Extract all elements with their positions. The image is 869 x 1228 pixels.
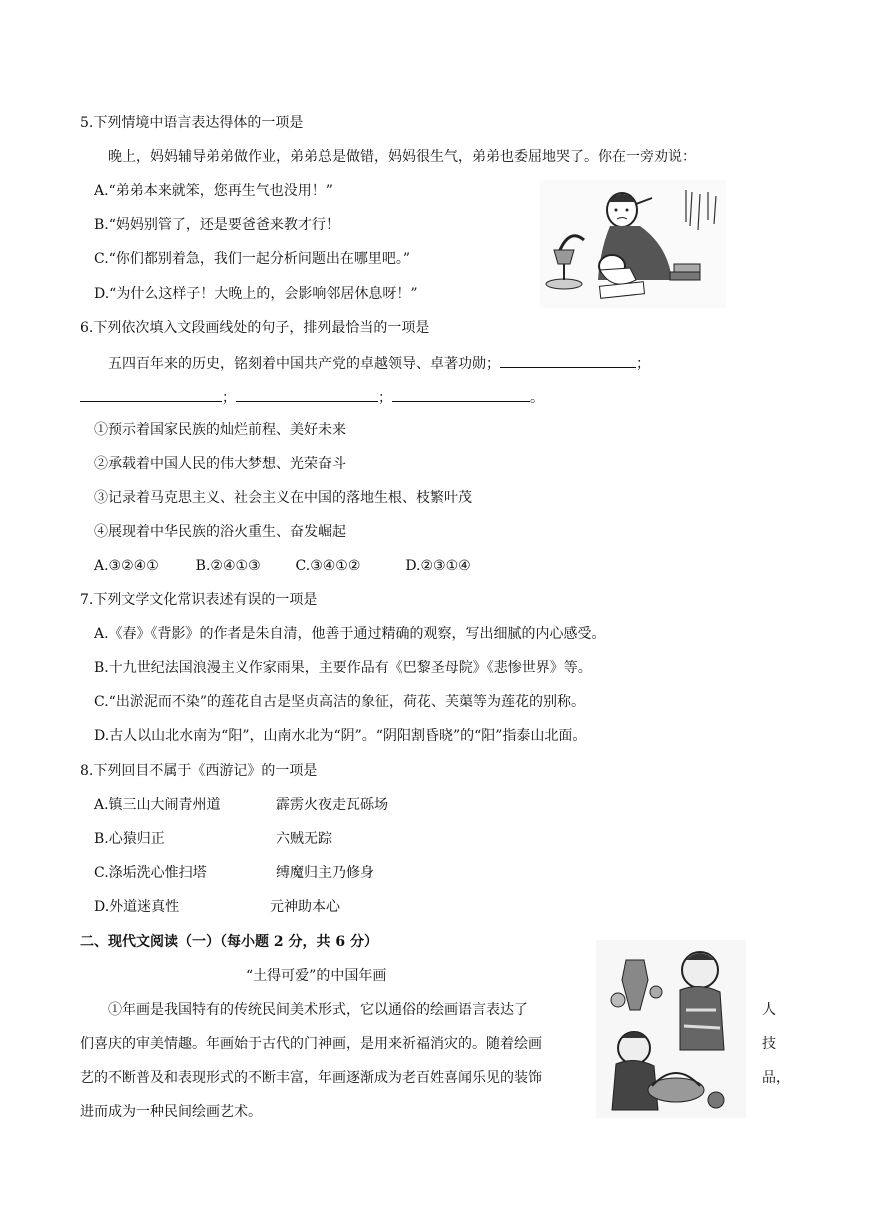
q7-option-b: B.十九世纪法国浪漫主义作家雨果，主要作品有《巴黎圣母院》《悲惨世界》等。 <box>94 660 592 676</box>
q6-item-4: ④展现着中华民族的浴火重生、奋发崛起 <box>94 524 346 540</box>
q8-option-c-second: 缚魔归主乃修身 <box>276 865 374 881</box>
q7-option-a: A.《春》《背影》的作者是朱自清，他善于通过精确的观察，写出细腻的内心感受。 <box>94 626 606 642</box>
q6-separator: ； <box>222 390 236 406</box>
q5-context: 晚上，妈妈辅导弟弟做作业，弟弟总是做错，妈妈很生气，弟弟也委屈地哭了。你在一旁劝说： <box>108 149 696 165</box>
paragraph-line: 进而成为一种民间绘画艺术。 <box>80 1104 262 1120</box>
q5-option-d: D.“为什么这样子！大晚上的，会影响邻居休息呀！” <box>94 286 418 302</box>
q6-option-a: A.③②④① <box>94 558 159 574</box>
section-heading: 二、现代文阅读（一）（每小题 2 分，共 6 分） <box>80 934 378 950</box>
q8-option-a-second: 霹雳火夜走瓦砾场 <box>276 797 388 813</box>
q6-option-b: B.②④①③ <box>195 558 261 574</box>
q8-stem: 8.下列回目不属于《西游记》的一项是 <box>80 763 318 779</box>
fill-blank-1[interactable] <box>500 353 636 368</box>
paragraph-line-end: 人 <box>762 1002 776 1018</box>
q5-option-a: A.“弟弟本来就笨，您再生气也没用！” <box>94 183 333 199</box>
q7-option-c: C.“出淤泥而不染”的莲花自古是坚贞高洁的象征，荷花、芙蕖等为莲花的别称。 <box>94 694 585 710</box>
paragraph-line: 们喜庆的审美情趣。年画始于古代的门神画，是用来祈福消灾的。随着绘画 <box>80 1036 542 1052</box>
q6-separator: ； <box>636 356 650 372</box>
q8-option-d-first: D.外道迷真性 <box>94 899 180 915</box>
q6-item-2: ②承载着中国人民的伟大梦想、光荣奋斗 <box>94 456 346 472</box>
fill-blank-2[interactable] <box>80 387 222 402</box>
q6-option-c: C.③④①② <box>295 558 361 574</box>
q8-option-b-second: 六贼无踪 <box>276 831 332 847</box>
article-title: “土得可爱”的中国年画 <box>246 968 387 984</box>
new-year-picture-illustration <box>596 940 746 1118</box>
q6-passage-line1 <box>108 353 650 374</box>
q8-option-c-first: C.涤垢洗心惟扫塔 <box>94 865 207 881</box>
q6-passage-start: 五四百年来的历史，铭刻着中国共产党的卓越领导、卓著功勋； <box>108 356 500 372</box>
q5-option-c: C.“你们都别着急，我们一起分析问题出在哪里吧。” <box>94 251 410 267</box>
paragraph-line: ①年画是我国特有的传统民间美术形式，它以通俗的绘画语言表达了 <box>108 1002 528 1018</box>
paragraph-line-end: 技 <box>762 1036 776 1052</box>
q6-option-d: D.②③①④ <box>405 558 471 574</box>
paragraph-line-end: 品， <box>762 1070 790 1086</box>
fill-blank-4[interactable] <box>392 387 530 402</box>
q5-option-b: B.“妈妈别管了，还是要爸爸来教才行！ <box>94 217 340 233</box>
q8-option-a-first: A.镇三山大闹青州道 <box>94 797 221 813</box>
q5-stem: 5.下列情境中语言表达得体的一项是 <box>80 115 304 131</box>
q7-stem: 7.下列文学文化常识表述有误的一项是 <box>80 592 318 608</box>
q6-separator: ； <box>378 390 392 406</box>
q6-item-3: ③记录着马克思主义、社会主义在中国的落地生根、枝繁叶茂 <box>94 490 472 506</box>
q8-option-d-second: 元神助本心 <box>270 899 340 915</box>
mother-tutoring-illustration <box>540 180 726 308</box>
q6-item-1: ①预示着国家民族的灿烂前程、美好未来 <box>94 422 346 438</box>
q7-option-d: D.古人以山北水南为“阳”，山南水北为“阴”。“阴阳割昏晓”的“阳”指泰山北面。 <box>94 728 587 744</box>
paragraph-line: 艺的不断普及和表现形式的不断丰富，年画逐渐成为老百姓喜闻乐见的装饰 <box>80 1070 542 1086</box>
fill-blank-3[interactable] <box>236 387 378 402</box>
q8-option-b-first: B.心猿归正 <box>94 831 165 847</box>
q6-options <box>94 556 471 576</box>
q6-stem: 6.下列依次填入文段画线处的句子，排列最恰当的一项是 <box>80 320 430 336</box>
q6-passage-line2 <box>80 387 544 408</box>
q6-end: 。 <box>530 390 544 406</box>
